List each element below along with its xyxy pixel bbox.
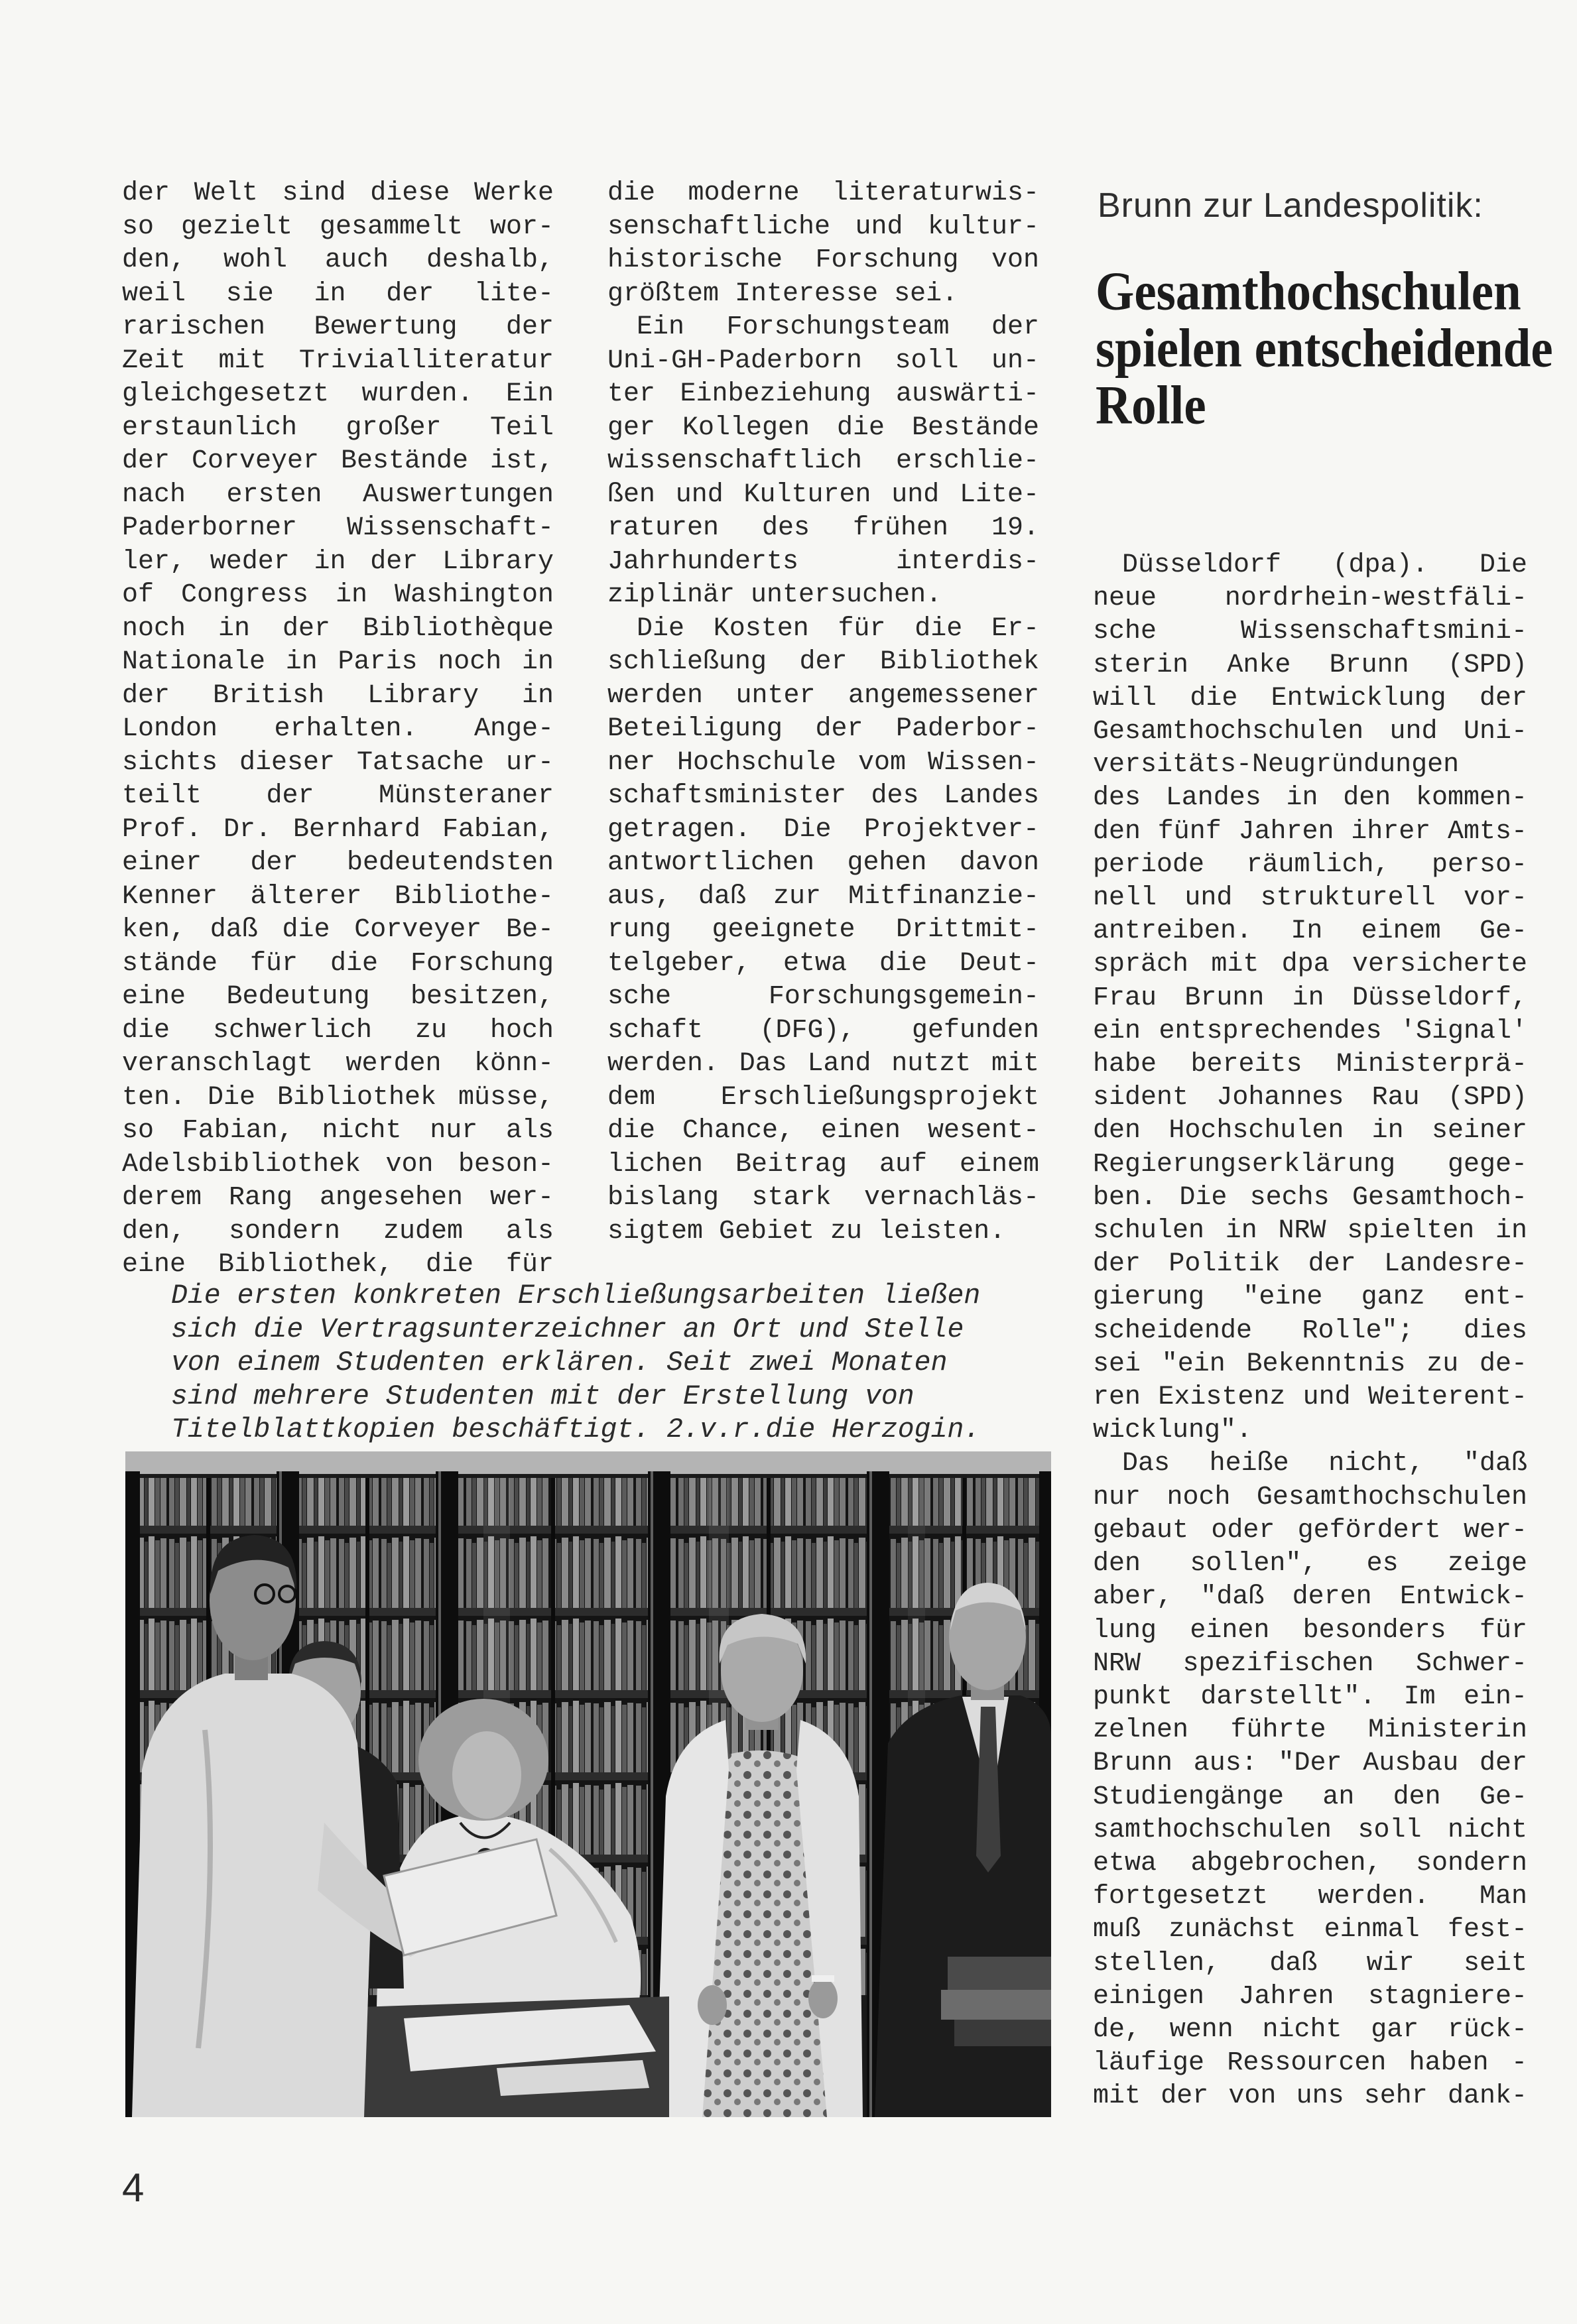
book-stack [948,1957,1051,1990]
text-line: so gezielt gesammelt wor- [122,212,554,242]
text-line: neue nordrhein-westfäli- [1093,583,1527,614]
text-line: Brunn aus: "Der Ausbau der [1093,1748,1527,1779]
text-line: habe bereits Ministerprä- [1093,1050,1527,1080]
text-line: eine Bibliothek, die für [122,1250,554,1280]
text-line: so Fabian, nicht nur als [122,1116,554,1146]
text-line: ken, daß die Corveyer Be- [122,915,554,945]
text-line: nach ersten Auswertungen [122,479,554,510]
text-line: Uni-GH-Paderborn soll un- [607,345,1039,376]
text-line: ler, weder in der Library [122,546,554,577]
text-line: werden. Das Land nutzt mit [607,1049,1039,1079]
text-line: weil sie in der lite- [122,278,554,309]
text-line: muß zunächst einmal fest- [1093,1915,1527,1945]
text-line: schaftsminister des Landes [607,781,1039,811]
article-column-3 [1093,549,1527,2114]
text-line: Paderborner Wissenschaft- [122,513,554,543]
text-line: der Politik der Landesre- [1093,1249,1527,1280]
text-line: antwortlichen gehen davon [607,848,1039,878]
text-line: ßen und Kulturen und Lite- [607,479,1039,510]
article-column-2 [607,177,1039,1249]
text-line: noch in der Bibliothèque [122,613,554,644]
text-line: antreiben. In einem Ge- [1093,916,1527,947]
text-line: London erhalten. Ange- [122,714,554,744]
text-line: rarischen Bewertung der [122,312,554,342]
text-line: Frau Brunn in Düsseldorf, [1093,983,1527,1013]
text-line: Gesamthochschulen und Uni- [1093,717,1527,747]
text-line: einer der bedeutendsten [122,848,554,878]
text-line: den, wohl auch deshalb, [122,245,554,275]
paragraph [122,177,554,1282]
text-line: historische Forschung von [607,245,1039,275]
text-line: Prof. Dr. Bernhard Fabian, [122,814,554,845]
article-headline [1096,263,1553,434]
head [452,1731,521,1819]
page-number: 4 [122,2166,145,2210]
text-line: versitäts-Neugründungen [1093,750,1460,780]
text-line: ter Einbeziehung auswärti- [607,379,1039,409]
text-line: ren Existenz und Weiterent- [1093,1382,1527,1413]
text-line: schulen in NRW spielten in [1093,1216,1527,1247]
text-line: mit der von uns sehr dank- [1093,2081,1527,2112]
text-line: größtem Interesse sei. [607,278,958,309]
text-line: getragen. Die Projektver- [607,814,1039,845]
suit [875,1695,1051,2117]
text-line: schaft (DFG), gefunden [607,1015,1039,1046]
text-line: wissenschaftlich erschlie- [607,446,1039,476]
text-line: gleichgesetzt wurden. Ein [122,379,554,409]
text-line: des Landes in den kommen- [1093,783,1527,814]
paragraph [1093,549,1527,1447]
text-line: lichen Beitrag auf einem [607,1149,1039,1180]
headline-line: Gesamthochschulen [1096,261,1521,322]
text-line: aber, "daß deren Entwick- [1093,1582,1527,1613]
text-line: Das heiße nicht, "daß [1122,1449,1527,1479]
text-line: Adelsbibliothek von beson- [122,1149,554,1180]
hand [698,1985,727,2025]
text-line: schließung der Bibliothek [607,647,1039,677]
paragraph [607,311,1039,613]
paragraph [607,613,1039,1249]
text-line: will die Entwicklung der [1093,683,1527,713]
text-line: spräch mit dpa versicherte [1093,949,1527,980]
text-line: den, sondern zudem als [122,1216,554,1247]
headline-line: spielen entscheidende [1096,318,1553,379]
text-line: Studiengänge an den Ge- [1093,1782,1527,1812]
text-line: die Chance, einen wesent- [607,1116,1039,1146]
section-kicker: Brunn zur Landespolitik: [1098,186,1483,225]
text-line: einigen Jahren stagniere- [1093,1981,1527,2012]
text-line: ten. Die Bibliothek müsse, [122,1082,554,1113]
article-column-1 [122,177,554,1282]
text-line: senschaftliche und kultur- [607,212,1039,242]
text-line: Ein Forschungsteam der [637,312,1039,342]
text-line: lung einen besonders für [1093,1615,1527,1646]
text-line: der Welt sind diese Werke [122,178,554,208]
text-line: der British Library in [122,680,554,711]
text-line: zelnen führte Ministerin [1093,1715,1527,1746]
text-line: NRW spezifischen Schwer- [1093,1648,1527,1679]
frame-highlight [869,1471,872,2117]
text-line: ben. Die sechs Gesamthoch- [1093,1182,1527,1213]
text-line: ger Kollegen die Bestände [607,412,1039,443]
text-line: Beteiligung der Paderbor- [607,714,1039,744]
text-line: sichts dieser Tatsache ur- [122,747,554,778]
text-line: aus, daß zur Mitfinanzie- [607,881,1039,912]
text-line: Regierungserklärung gege- [1093,1149,1527,1180]
text-line: erstaunlich großer Teil [122,412,554,443]
text-line: sigtem Gebiet zu leisten. [607,1216,1006,1247]
text-line: teilt der Münsteraner [122,781,554,811]
text-line: fortgesetzt werden. Man [1093,1882,1527,1912]
text-line: sche Wissenschaftsmini- [1093,617,1527,647]
text-line: den fünf Jahren ihrer Amts- [1093,816,1527,847]
text-line: stellen, daß wir seit [1093,1948,1527,1979]
text-line: stände für die Forschung [122,948,554,979]
text-line: den sollen", es zeige [1093,1549,1527,1579]
text-line: läufige Ressourcen haben - [1093,2048,1527,2079]
caption-line: Titelblattkopien beschäftigt. 2.v.r.die Herzogin. [171,1414,981,1445]
paragraph [1093,1447,1527,2113]
text-line: periode räumlich, perso- [1093,849,1527,880]
text-line: Düsseldorf (dpa). Die [1122,550,1527,580]
caption-line: sich die Vertragsunterzeichner an Ort und Stelle [171,1314,964,1345]
photo-library-visit [125,1451,1051,2117]
text-line: bislang stark vernachläs- [607,1183,1039,1213]
text-line: ziplinär untersuchen. [607,580,942,610]
paragraph [607,177,1039,311]
text-line: Nationale in Paris noch in [122,647,554,677]
text-line: sche Forschungsgemein- [607,982,1039,1012]
text-line: telgeber, etwa die Deut- [607,948,1039,979]
text-line: rung geeignete Drittmit- [607,915,1039,945]
text-line: punkt darstellt". Im ein- [1093,1682,1527,1712]
text-line: sei "ein Bekenntnis zu de- [1093,1349,1527,1379]
text-line: werden unter angemessener [607,680,1039,711]
text-line: Die Kosten für die Er- [637,613,1039,644]
text-line: eine Bedeutung besitzen, [122,982,554,1012]
text-line: Kenner älterer Bibliothe- [122,881,554,912]
text-line: raturen des frühen 19. [607,513,1039,543]
text-line: gierung "eine ganz ent- [1093,1282,1527,1313]
text-line: veranschlagt werden könn- [122,1049,554,1079]
text-line: wicklung". [1093,1416,1253,1446]
ceiling-band [125,1451,1051,1474]
text-line: etwa abgebrochen, sondern [1093,1848,1527,1878]
text-line: gebaut oder gefördert wer- [1093,1515,1527,1546]
caption-line: Die ersten konkreten Erschließungsarbeiten ließen [171,1280,981,1312]
caption-line: von einem Studenten erklären. Seit zwei Monaten [171,1347,948,1378]
text-line: die schwerlich zu hoch [122,1015,554,1046]
book-stack [941,1990,1051,2020]
text-line: Jahrhunderts interdis- [607,546,1039,577]
text-line: ein entsprechendes 'Signal' [1093,1016,1527,1046]
text-line: scheidende Rolle"; dies [1093,1315,1527,1346]
text-line: samthochschulen soll nicht [1093,1815,1527,1845]
text-line: de, wenn nicht gar rück- [1093,2014,1527,2045]
text-line: of Congress in Washington [122,580,554,610]
photo-caption [171,1280,980,1447]
text-line: nell und strukturell vor- [1093,883,1527,914]
hand [808,1979,838,2018]
text-line: der Corveyer Bestände ist, [122,446,554,476]
headline-line: Rolle [1096,375,1206,436]
text-line: die moderne literaturwis- [607,178,1039,208]
book-stack [954,2020,1051,2046]
text-line: dem Erschließungsprojekt [607,1082,1039,1113]
text-line: derem Rang angesehen wer- [122,1183,554,1213]
caption-line: sind mehrere Studenten mit der Erstellung von [171,1380,915,1412]
bracelet [812,1975,834,1982]
text-line: den Hochschulen in seiner [1093,1116,1527,1146]
text-line: Zeit mit Trivialliteratur [122,345,554,376]
text-line: ner Hochschule vom Wissen- [607,747,1039,778]
text-line: sident Johannes Rau (SPD) [1093,1083,1527,1113]
text-line: sterin Anke Brunn (SPD) [1093,650,1527,680]
text-line: nur noch Gesamthochschulen [1093,1482,1527,1512]
